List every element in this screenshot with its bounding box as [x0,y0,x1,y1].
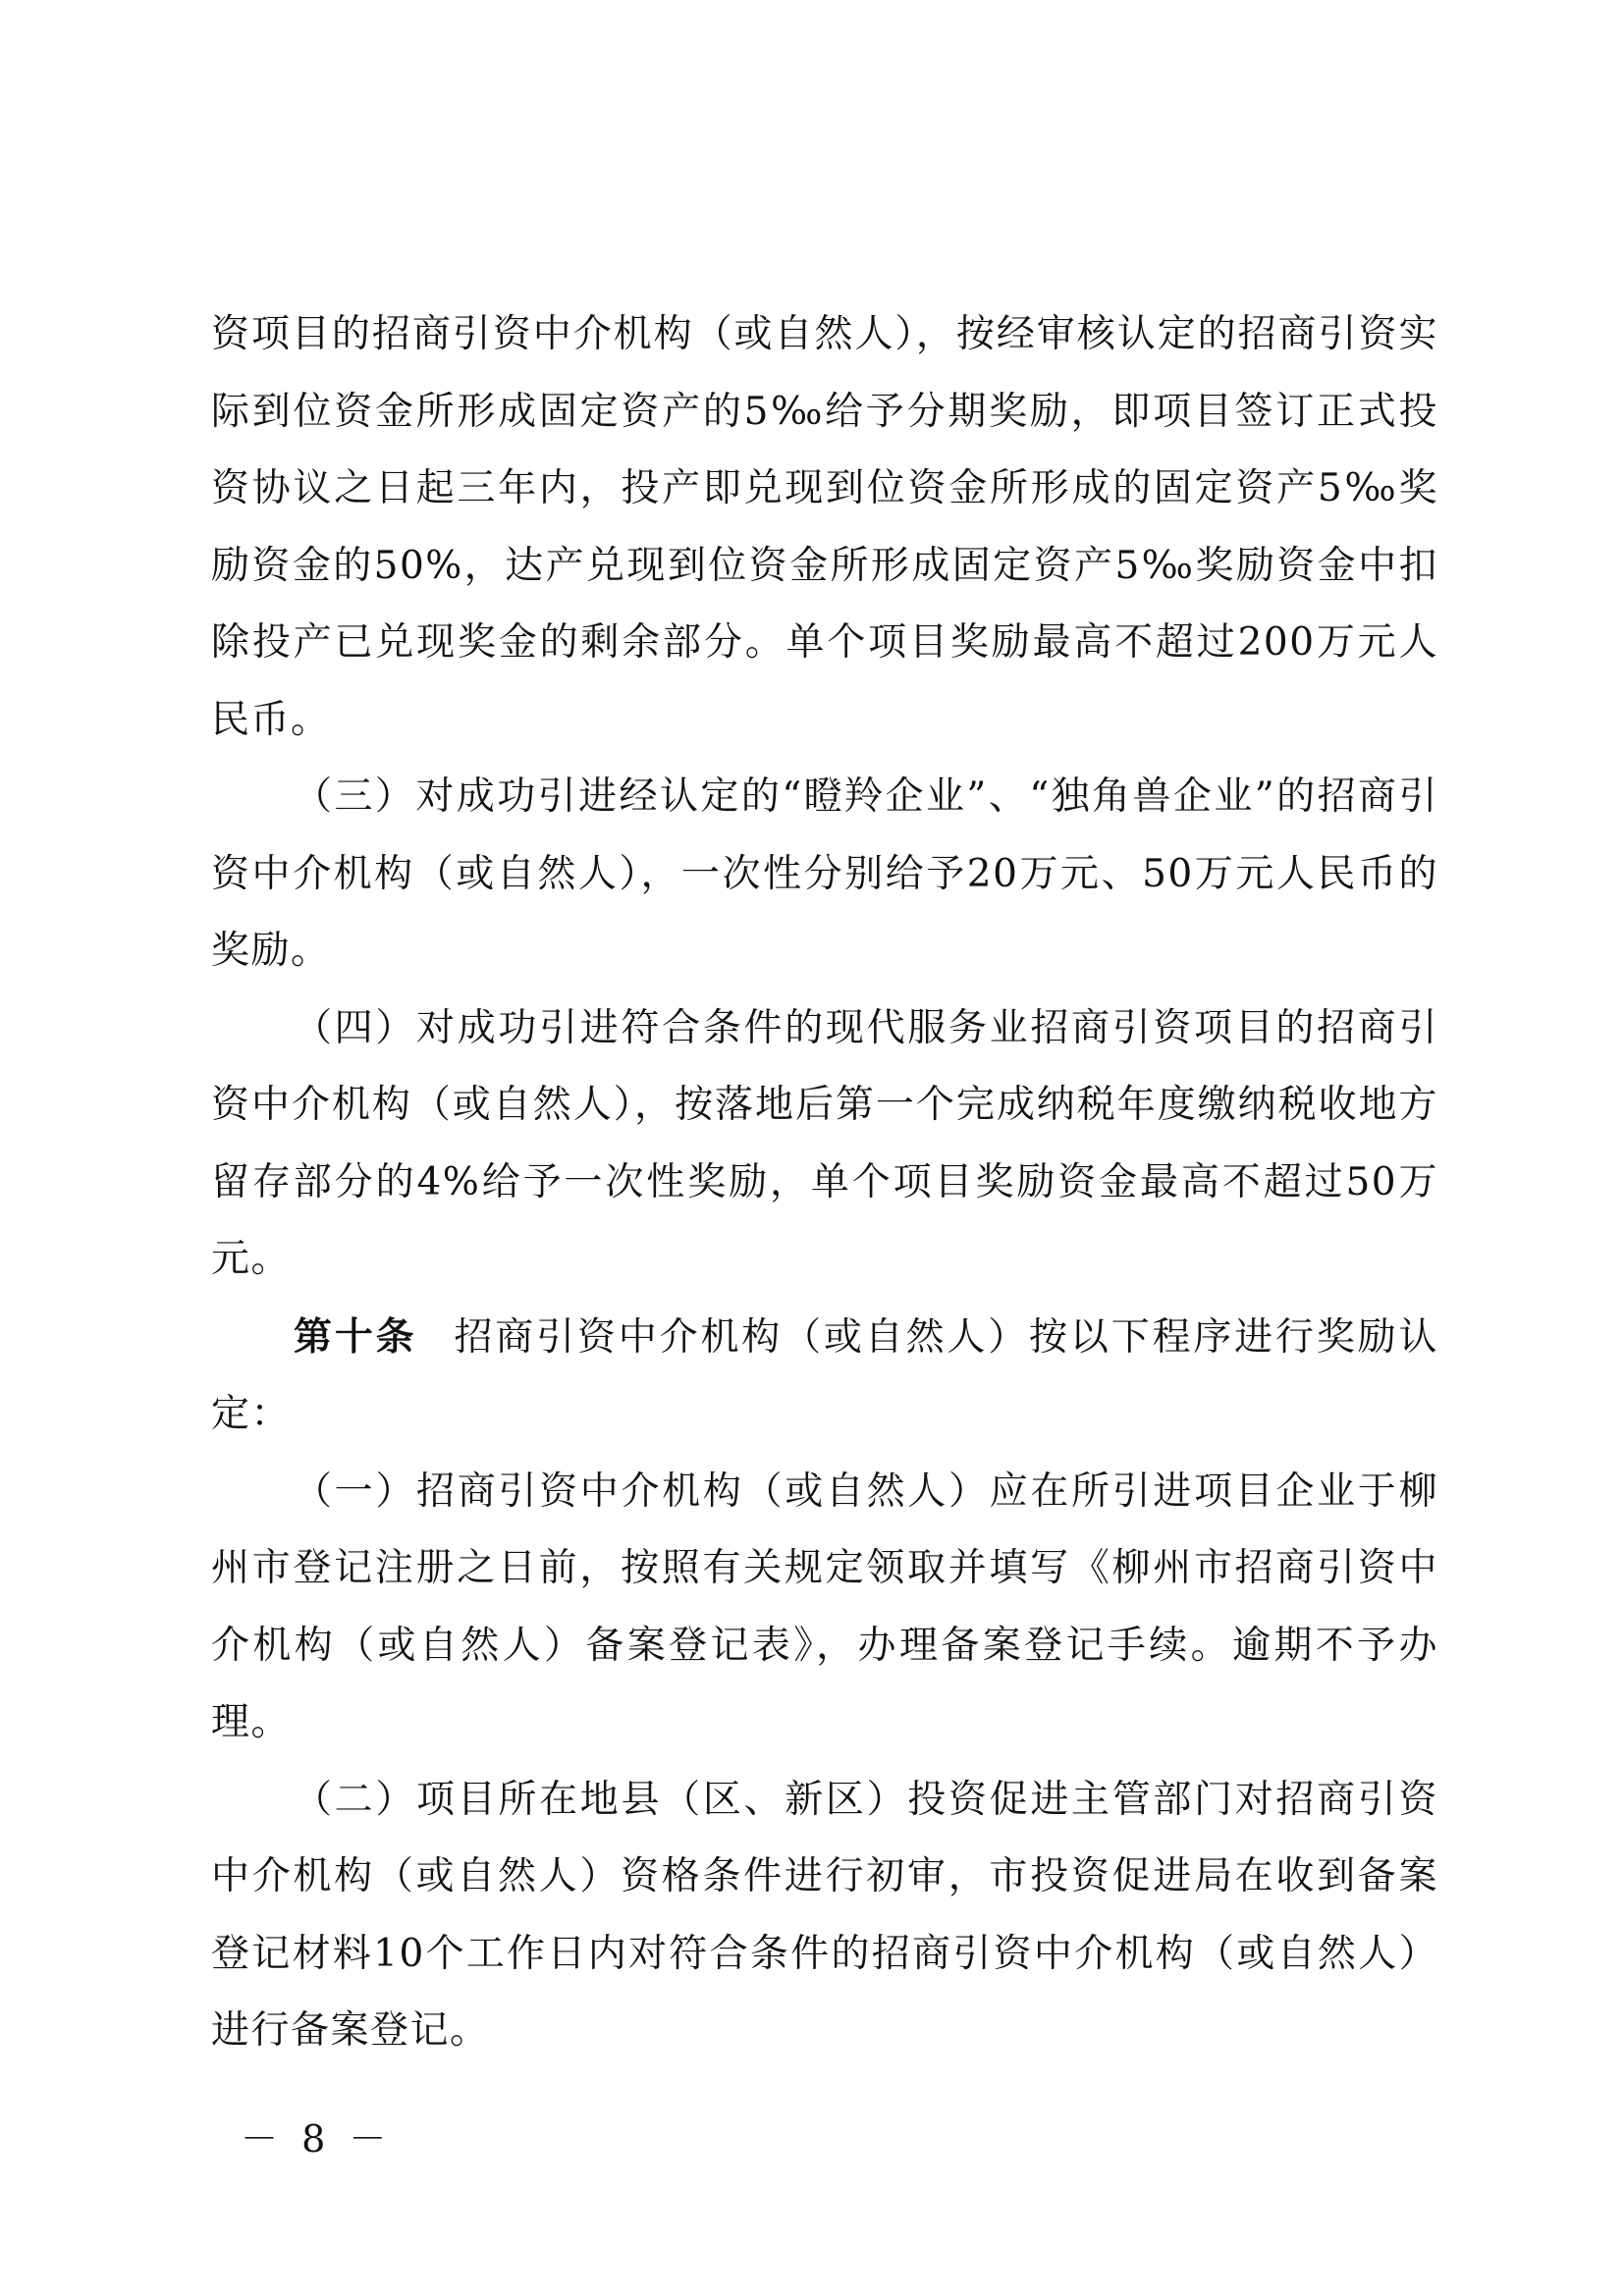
paragraph-item-three [211,759,1438,990]
paragraph-text: （四）对成功引进符合条件的现代服务业招商引资项目的招商引资中介机构（或自然人），按落地后第一个完成纳税年度缴纳税收地方留存部分的4%给予一次性奖励，单个项目奖励资金最高不超过50万元。 [211,1005,1438,1281]
paragraph-item-one [211,1454,1438,1762]
paragraph-text: 招商引资中介机构（或自然人）按以下程序进行奖励认定： [211,1314,1438,1436]
article-heading: 第十条 [294,1313,417,1360]
paragraph-text: 资项目的招商引资中介机构（或自然人），按经审核认定的招商引资实际到位资金所形成固定资产的5‰给予分期奖励，即项目签订正式投资协议之日起三年内，投产即兑现到位资金所形成的固定资产5‰奖励资金的50%，达产兑现到位资金所形成固定资产5‰奖励资金中扣除投产已兑现奖金的剩余部分。单个项目奖励最高不超过200万元人民币。 [211,312,1438,742]
paragraph-item-four [211,990,1438,1299]
paragraph-item-two [211,1762,1438,2070]
paragraph-text: （二）项目所在地县（区、新区）投资促进主管部门对招商引资中介机构（或自然人）资格条件进行初审，市投资促进局在收到备案登记材料10个工作日内对符合条件的招商引资中介机构（或自然人）进行备案登记。 [211,1777,1438,2053]
paragraph-continued [211,296,1438,759]
document-body [211,296,1438,2070]
page-number: － 8 － [241,2117,393,2161]
article-ten [211,1299,1438,1454]
paragraph-text: （三）对成功引进经认定的“瞪羚企业”、“独角兽企业”的招商引资中介机构（或自然人），一次性分别给予20万元、50万元人民币的奖励。 [211,774,1438,973]
paragraph-text: （一）招商引资中介机构（或自然人）应在所引进项目企业于柳州市登记注册之日前，按照有关规定领取并填写《柳州市招商引资中介机构（或自然人）备案登记表》，办理备案登记手续。逾期不予办理。 [211,1468,1438,1744]
